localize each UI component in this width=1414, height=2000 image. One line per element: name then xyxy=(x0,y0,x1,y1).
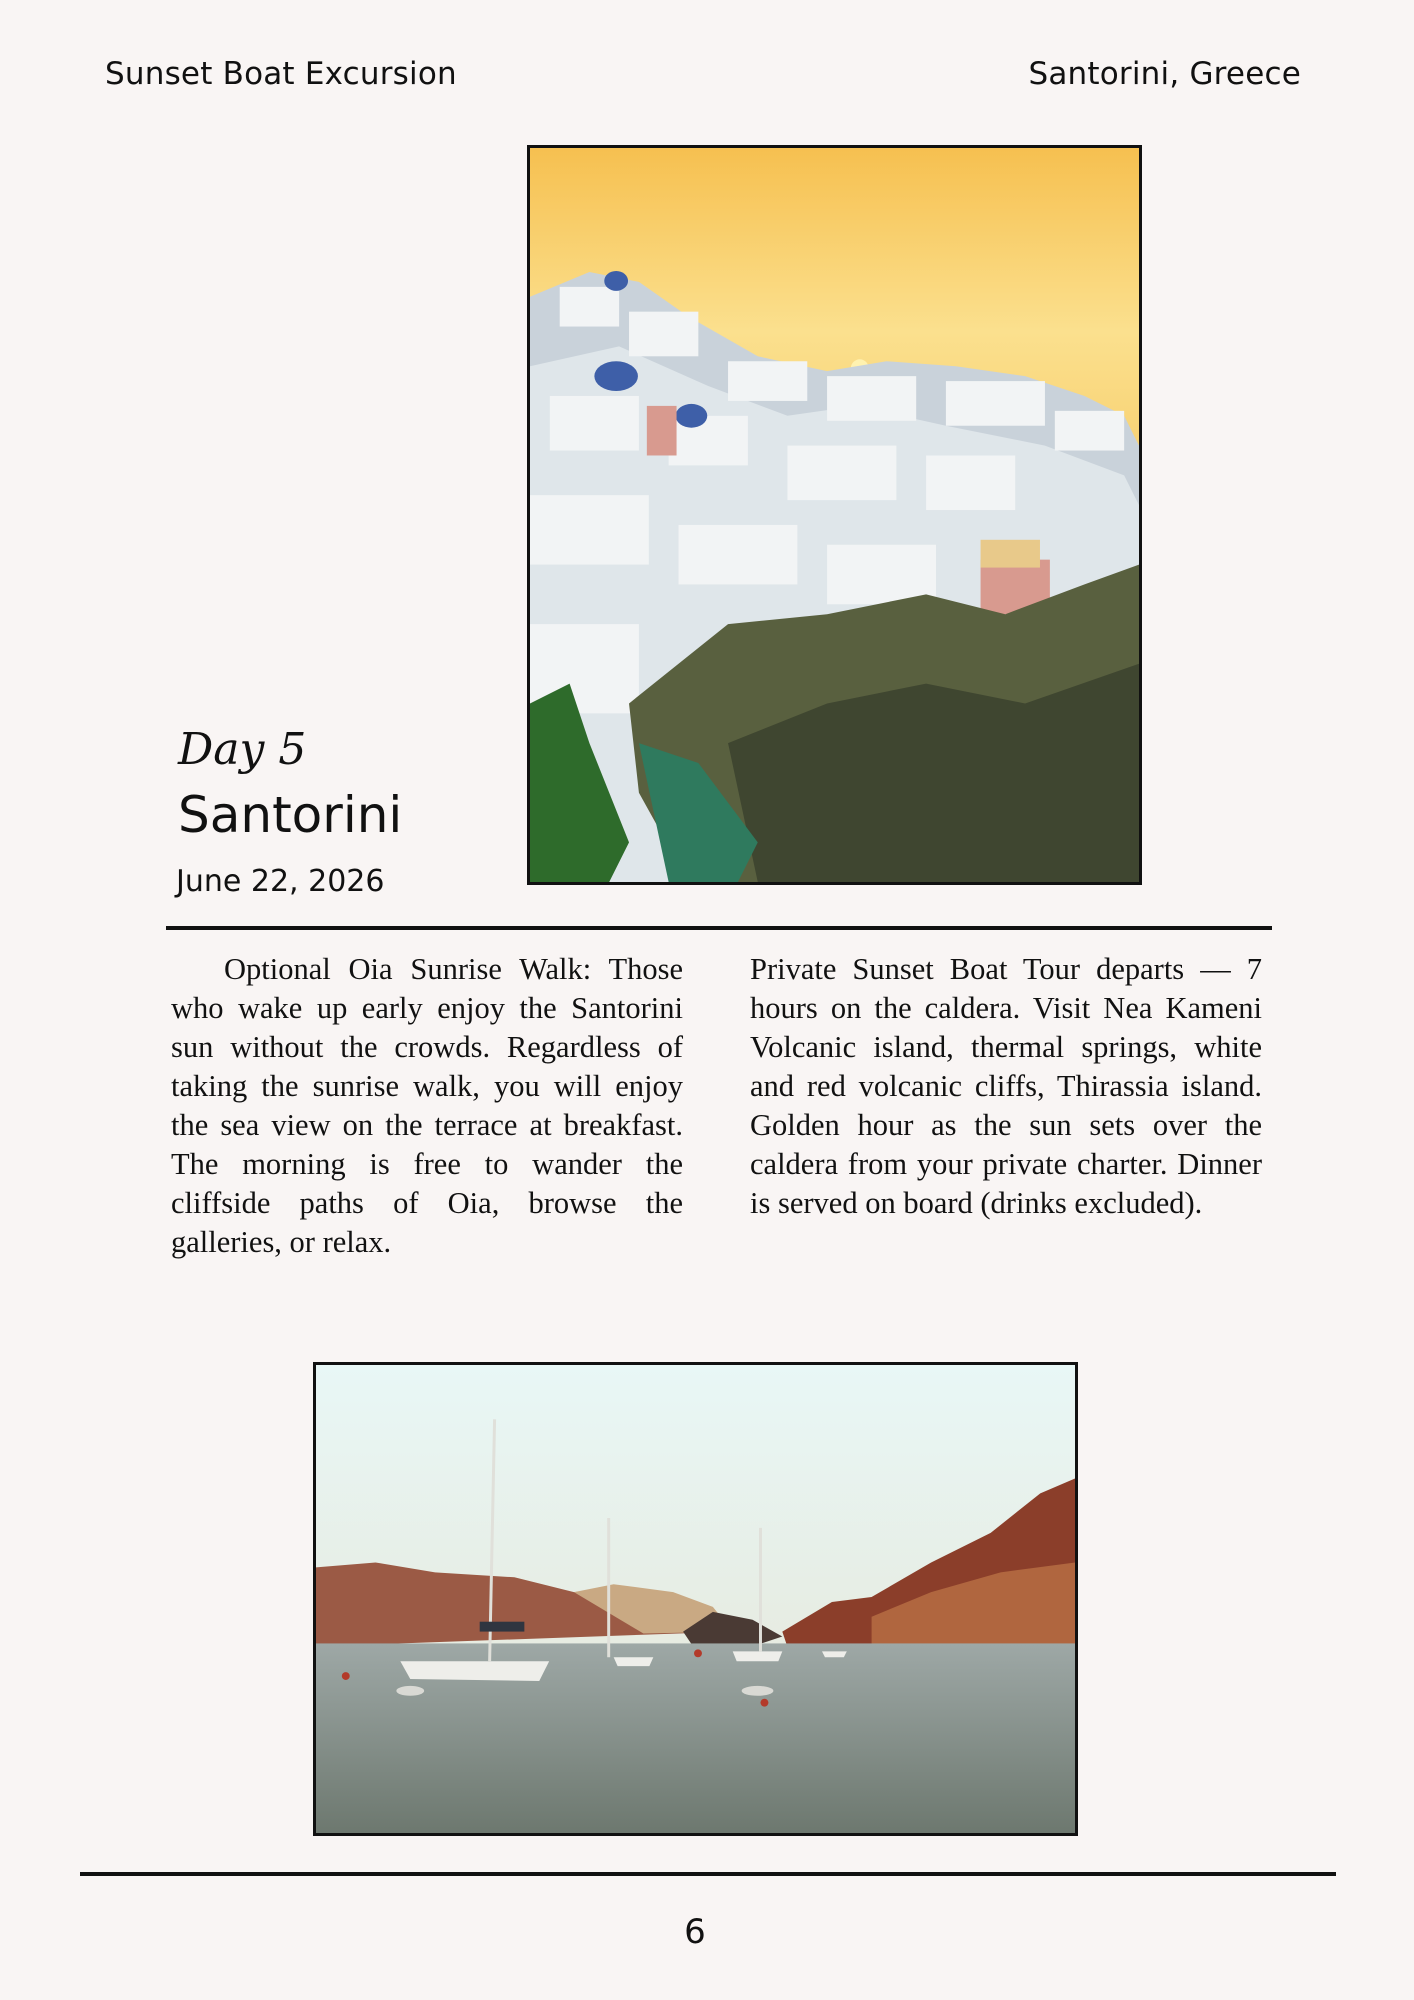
evening-description: Private Sunset Boat Tour departs — 7 hours on the caldera. Visit Nea Kameni Volcanic island, thermal springs, white and red volcanic cliffs, Thirassia island. Golden hour as the sun sets over the caldera from your private charter. Dinner is served on board (drinks excluded). xyxy=(750,952,1262,1220)
page-number: 6 xyxy=(684,1912,706,1952)
day-date: June 22, 2026 xyxy=(176,864,385,899)
section-divider xyxy=(166,926,1272,930)
footer-divider xyxy=(80,1872,1336,1876)
city-title: Santorini xyxy=(178,786,403,844)
day-label: Day 5 xyxy=(178,724,307,775)
header-title: Sunset Boat Excursion xyxy=(105,56,457,92)
header-location: Santorini, Greece xyxy=(1028,56,1301,92)
oia-sunset-photo xyxy=(527,145,1142,885)
morning-description: Optional Oia Sunrise Walk: Those who wake up early enjoy the Santorini sun without the crowds. Regardless of taking the sunrise walk, you will enjoy the sea view on the terrace at breakfast. The morning is free to wander the cliffside paths of Oia, browse the galleries, or relax. xyxy=(171,952,683,1259)
boats-bay-photo xyxy=(313,1362,1078,1836)
